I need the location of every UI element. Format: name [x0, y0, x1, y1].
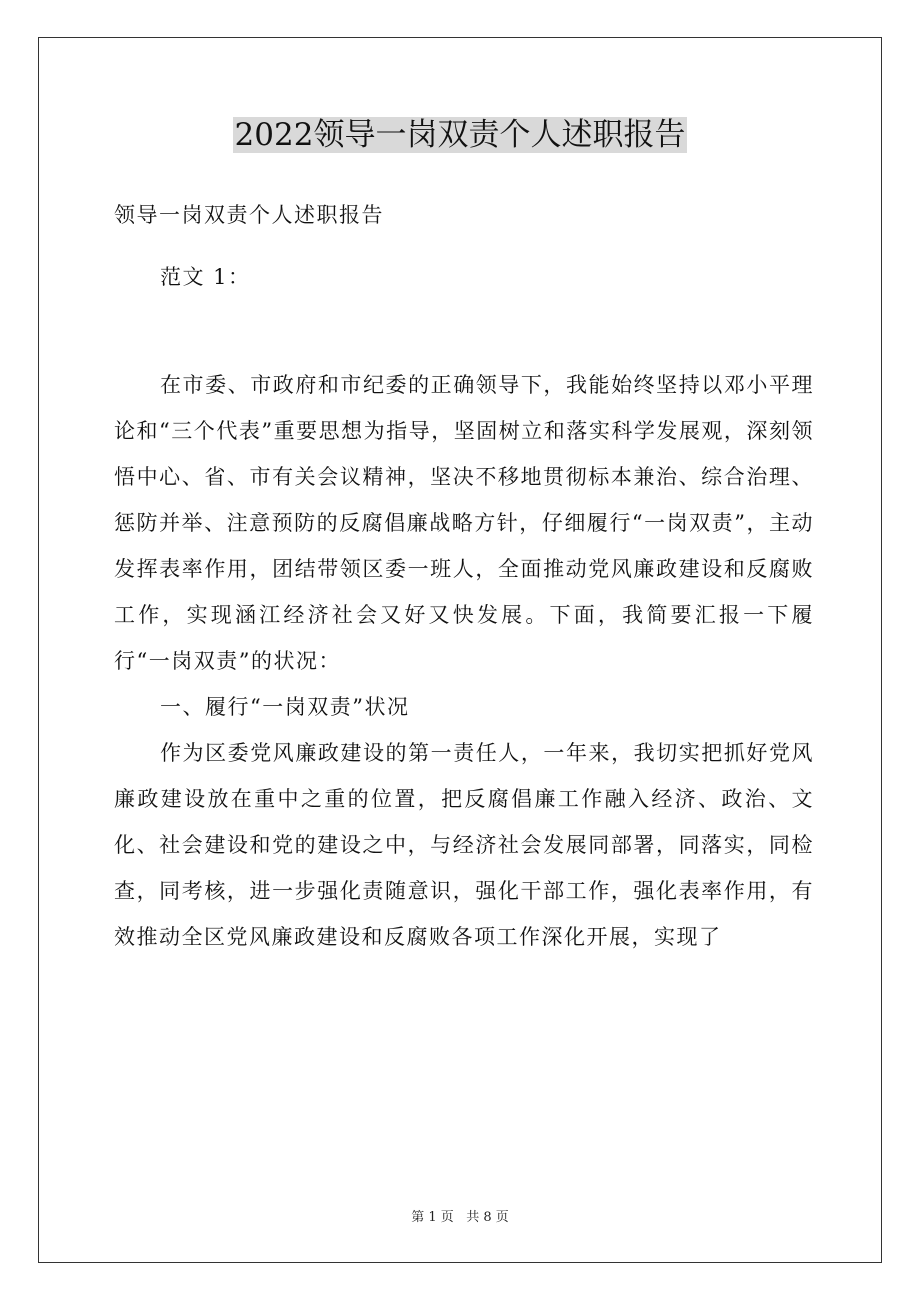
document-body [114, 192, 814, 960]
document-title-text: 2022领导一岗双责个人述职报告 [234, 117, 686, 153]
page-footer [0, 1206, 920, 1225]
page-number: 第 1 页 共 8 页 [411, 1210, 509, 1225]
section-heading-1: 一、履行“一岗双责”状况 [160, 695, 410, 719]
sample-label: 范文 1： [160, 265, 251, 289]
document-title [0, 112, 920, 158]
paragraph-2: 作为区委党风廉政建设的第一责任人，一年来，我切实把抓好党风廉政建设放在重中之重的位置，把反腐倡廉工作融入经济、政治、文化、社会建设和党的建设之中，与经济社会发展同部署，同落实，同检查，同考核，进一步强化责随意识，强化干部工作，强化表率作用，有效推动全区党风廉政建设和反腐败各项工作深化开展，实现了 [114, 741, 814, 949]
paragraph-1: 在市委、市政府和市纪委的正确领导下，我能始终坚持以邓小平理论和“三个代表”重要思想为指导，坚固树立和落实科学发展观，深刻领悟中心、省、市有关会议精神，坚决不移地贯彻标本兼治、综合治理、惩防并举、注意预防的反腐倡廉战略方针，仔细履行“一岗双责”，主动发挥表率作用，团结带领区委一班人，全面推动党风廉政建设和反腐败工作，实现涵江经济社会又好又快发展。下面，我简要汇报一下履行“一岗双责”的状况： [114, 373, 814, 673]
document-subtitle: 领导一岗双责个人述职报告 [114, 203, 384, 227]
